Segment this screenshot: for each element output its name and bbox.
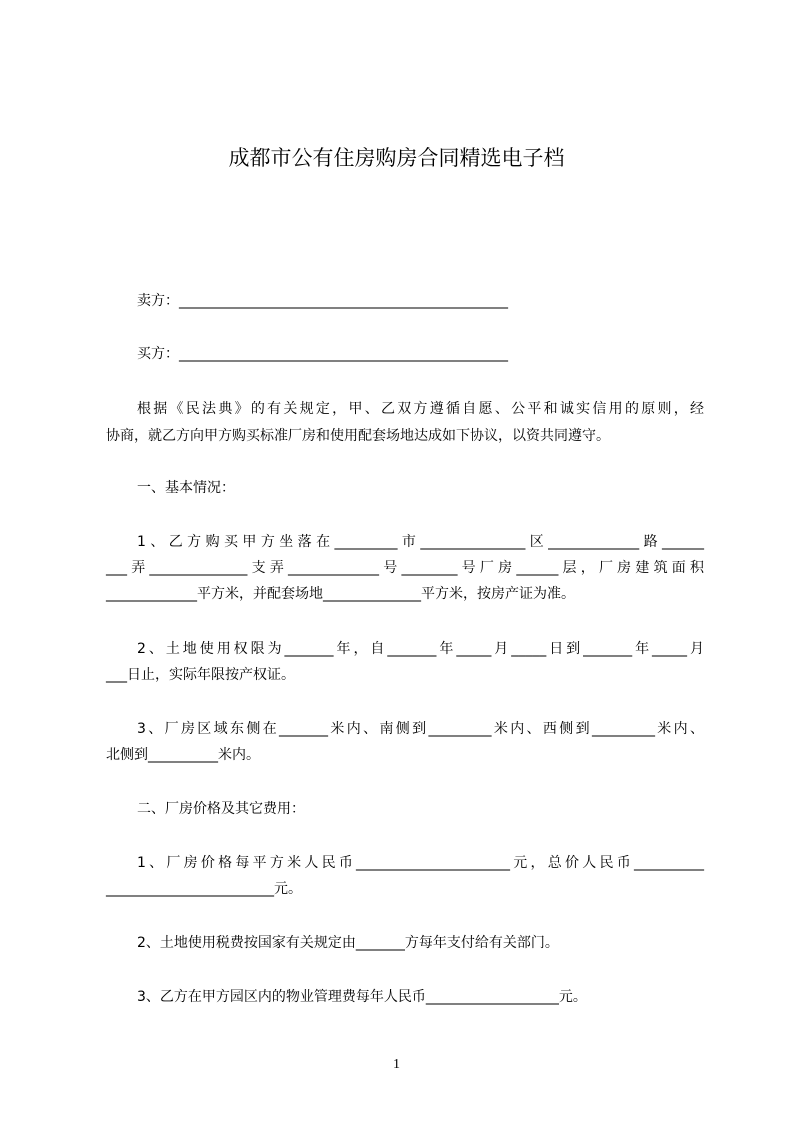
clause-line: 北侧到__________米内。 <box>106 747 260 763</box>
clause-line: ___日止，实际年限按产权证。 <box>106 667 295 683</box>
page-number: 1 <box>393 1057 400 1072</box>
clause-line: _____________平方米，并配套场地______________平方米，按房产证为准。 <box>106 586 575 602</box>
clause-line: 2、土地使用税费按国家有关规定由_______方每年支付给有关部门。 <box>137 935 559 951</box>
buyer-field: 买方：_______________________________________________ <box>137 346 508 362</box>
clause-line: ________________________元。 <box>106 881 302 897</box>
clause-line: ___弄______________支弄_____________号________号厂房______层，厂房建筑面积 <box>106 560 704 576</box>
document-title: 成都市公有住房购房合同精选电子档 <box>228 146 565 170</box>
clause-line: 1、乙方购买甲方坐落在_________市_______________区_____________路______ <box>137 534 704 550</box>
clause-line: 3、厂房区域东侧在_______米内、南侧到_________米内、西侧到_________米内、 <box>137 721 704 737</box>
clause-line: 2、土地使用权限为_______年，自_______年_____月_____日到_______年_____月 <box>137 641 704 657</box>
section-heading: 二、厂房价格及其它费用： <box>137 801 305 817</box>
clause-line: 1、厂房价格每平方米人民币______________________元，总价人民币__________ <box>137 855 704 871</box>
preamble-line: 根据《民法典》的有关规定，甲、乙双方遵循自愿、公平和诚实信用的原则，经 <box>137 401 704 417</box>
preamble-line: 协商，就乙方向甲方购买标准厂房和使用配套场地达成如下协议，以资共同遵守。 <box>106 428 610 444</box>
section-heading: 一、基本情况： <box>137 480 235 496</box>
clause-line: 3、乙方在甲方园区内的物业管理费每年人民币___________________元。 <box>137 989 587 1005</box>
seller-field: 卖方：_______________________________________________ <box>137 293 508 309</box>
